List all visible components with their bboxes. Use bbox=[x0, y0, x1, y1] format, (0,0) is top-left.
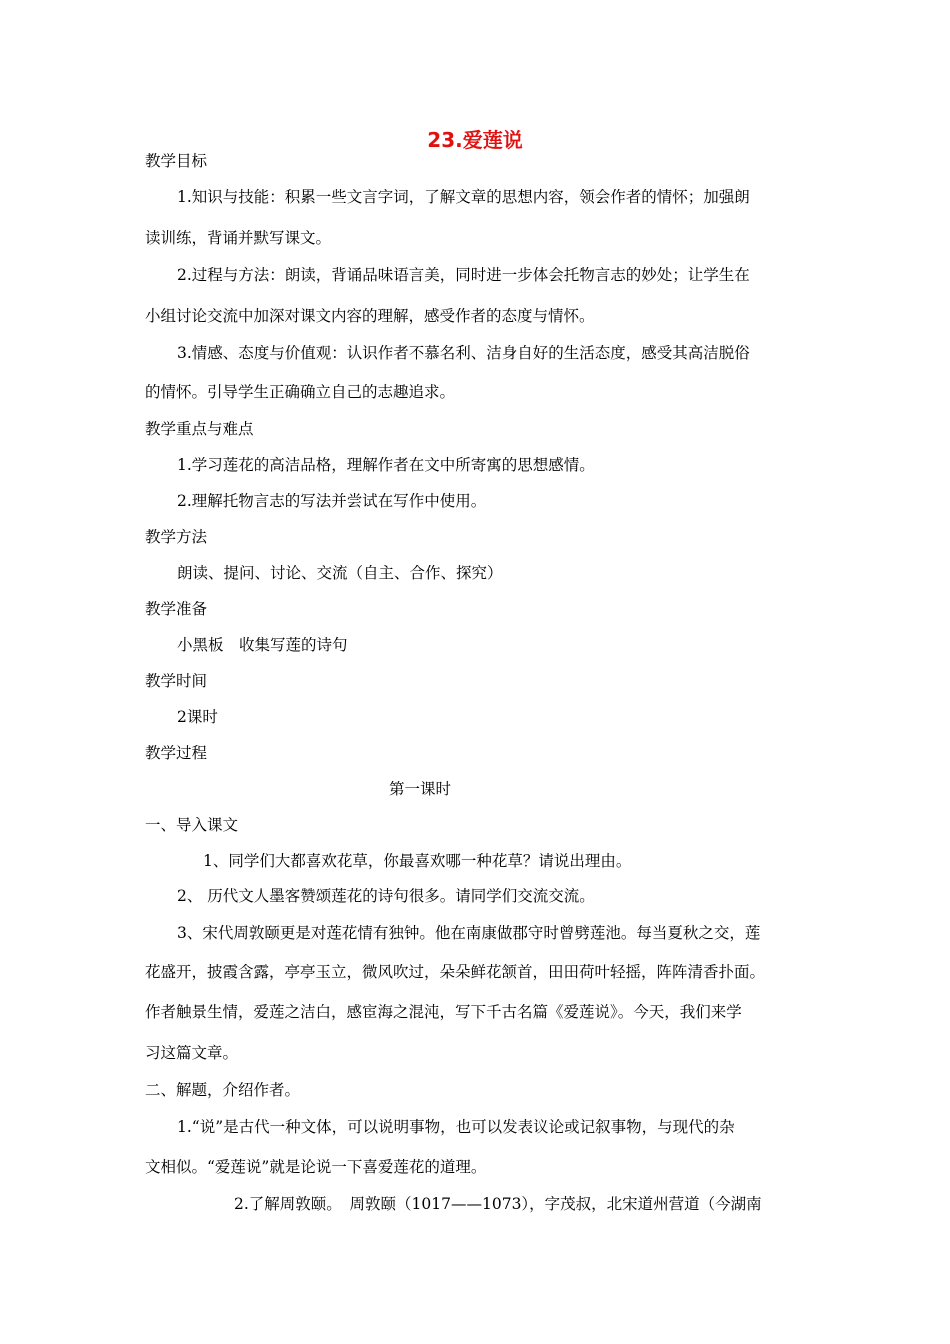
heading-teaching-process: 教学过程 bbox=[145, 744, 208, 762]
paragraph-line: 1.知识与技能：积累一些文言字词，了解文章的思想内容，领会作者的情怀；加强朗 bbox=[177, 188, 750, 206]
heading-teaching-time: 教学时间 bbox=[145, 672, 208, 690]
paragraph-line: 朗读、提问、讨论、交流（自主、合作、探究） bbox=[177, 564, 503, 582]
paragraph-line: 2、 历代文人墨客赞颂莲花的诗句很多。请同学们交流交流。 bbox=[177, 887, 595, 905]
paragraph-line: 读训练，背诵并默写课文。 bbox=[145, 229, 332, 247]
heading-key-points: 教学重点与难点 bbox=[145, 420, 254, 438]
paragraph-line: 作者触景生情，爱莲之洁白，感宦海之混沌，写下千古名篇《爱莲说》。今天，我们来学 bbox=[145, 1003, 742, 1021]
paragraph-line: 2课时 bbox=[177, 708, 218, 726]
paragraph-line: 2.理解托物言志的写法并尝试在写作中使用。 bbox=[177, 492, 487, 510]
subheading-introduction: 一、导入课文 bbox=[145, 816, 239, 834]
paragraph-line: 1.“说”是古代一种文体，可以说明事物，也可以发表议论或记叙事物，与现代的杂 bbox=[177, 1118, 735, 1136]
paragraph-line: 的情怀。引导学生正确确立自己的志趣追求。 bbox=[145, 383, 456, 401]
paragraph-line: 3.情感、态度与价值观：认识作者不慕名利、洁身自好的生活态度，感受其高洁脱俗 bbox=[177, 344, 750, 362]
section-heading-first-lesson: 第一课时 bbox=[388, 780, 451, 798]
paragraph-line: 1.学习莲花的高洁品格，理解作者在文中所寄寓的思想感情。 bbox=[177, 456, 595, 474]
paragraph-line: 2.了解周敦颐。 周敦颐（1017——1073），字茂叔，北宋道州营道（今湖南 bbox=[234, 1195, 762, 1213]
paragraph-line: 2.过程与方法：朗读，背诵品味语言美，同时进一步体会托物言志的妙处；让学生在 bbox=[177, 266, 750, 284]
paragraph-line: 文相似。“爱莲说”就是论说一下喜爱莲花的道理。 bbox=[145, 1158, 487, 1176]
subheading-title-author: 二、解题，介绍作者。 bbox=[145, 1081, 301, 1099]
document-title: 23.爱莲说 bbox=[427, 128, 523, 152]
heading-teaching-methods: 教学方法 bbox=[145, 528, 208, 546]
paragraph-line: 1、同学们大都喜欢花草，你最喜欢哪一种花草？请说出理由。 bbox=[203, 852, 632, 870]
paragraph-line: 花盛开，披霞含露，亭亭玉立，微风吹过，朵朵鲜花颔首，田田荷叶轻摇，阵阵清香扑面。 bbox=[145, 963, 766, 981]
paragraph-line: 小黑板 收集写莲的诗句 bbox=[177, 636, 348, 654]
paragraph-line: 习这篇文章。 bbox=[145, 1044, 239, 1062]
heading-teaching-goals: 教学目标 bbox=[145, 152, 208, 170]
paragraph-line: 小组讨论交流中加深对课文内容的理解，感受作者的态度与情怀。 bbox=[145, 307, 595, 325]
paragraph-line: 3、宋代周敦颐更是对莲花情有独钟。他在南康做郡守时曾劈莲池。每当夏秋之交，莲 bbox=[177, 924, 761, 942]
heading-preparation: 教学准备 bbox=[145, 600, 208, 618]
